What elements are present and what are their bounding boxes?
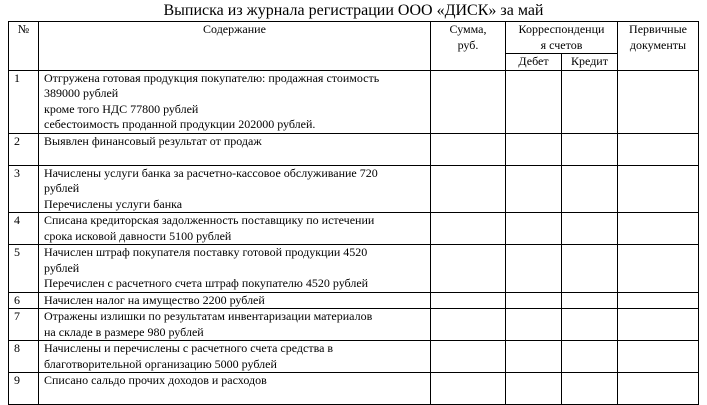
credit-cell <box>562 341 618 373</box>
header-correspondence <box>506 22 618 54</box>
debit-cell <box>506 245 562 293</box>
table-row <box>9 341 699 373</box>
content-line: Начислены и перечислены с расчетного счета средства в <box>44 341 334 355</box>
amount-cell <box>431 70 506 133</box>
debit-cell <box>506 213 562 245</box>
content-line: Начислен штраф покупателя поставку готовой продукции 4520 <box>44 245 368 259</box>
debit-cell <box>506 165 562 213</box>
credit-cell <box>562 133 618 165</box>
primary-docs-cell <box>618 70 699 133</box>
debit-cell <box>506 133 562 165</box>
amount-cell <box>431 213 506 245</box>
row-content <box>39 309 431 341</box>
primary-docs-cell <box>618 213 699 245</box>
content-line <box>44 149 428 165</box>
credit-cell <box>562 292 618 309</box>
row-content <box>39 70 431 133</box>
debit-cell <box>506 292 562 309</box>
content-line: 389000 рублей <box>44 86 119 100</box>
primary-docs-cell <box>618 133 699 165</box>
row-number: 6 <box>9 292 39 309</box>
table-row <box>9 165 699 213</box>
page-title: Выписка из журнала регистрации ООО «ДИСК» за май <box>163 2 544 19</box>
row-number: 1 <box>9 70 39 133</box>
content-line <box>44 389 428 405</box>
row-number: 4 <box>9 213 39 245</box>
header-amount-line2: руб. <box>457 37 479 52</box>
row-number: 3 <box>9 165 39 213</box>
row-number: 7 <box>9 309 39 341</box>
table-row <box>9 309 699 341</box>
row-content <box>39 341 431 373</box>
content-line: Отражены излишки по результатам инвентаризации материалов <box>44 309 373 323</box>
primary-docs-cell <box>618 292 699 309</box>
header-primary-docs <box>618 22 699 71</box>
header-primary-line1: Первичные <box>629 22 687 36</box>
amount-cell <box>431 245 506 293</box>
content-line: Выявлен финансовый результат от продаж <box>44 133 262 148</box>
table-row <box>9 245 699 293</box>
primary-docs-cell <box>618 309 699 341</box>
primary-docs-cell <box>618 341 699 373</box>
content-line: срока исковой давности 5100 рублей <box>44 228 232 243</box>
header-row <box>9 22 699 54</box>
primary-docs-cell <box>618 245 699 293</box>
content-line: Перечислены услуги банка <box>44 196 183 211</box>
table-row <box>9 70 699 133</box>
amount-cell <box>431 341 506 373</box>
row-number: 8 <box>9 341 39 373</box>
row-content <box>39 292 431 309</box>
content-line: Перечислен с расчетного счета штраф покупателю 4520 рублей <box>44 276 369 290</box>
header-num: № <box>9 22 39 71</box>
credit-cell <box>562 213 618 245</box>
amount-cell <box>431 133 506 165</box>
amount-cell <box>431 309 506 341</box>
content-line: себестоимость проданной продукции 202000 рублей. <box>44 117 316 131</box>
credit-cell <box>562 165 618 213</box>
table-row <box>9 133 699 165</box>
content-line: Списана кредиторская задолженность поставщику по истечении <box>44 213 375 227</box>
amount-cell <box>431 292 506 309</box>
credit-cell <box>562 70 618 133</box>
credit-cell <box>562 309 618 341</box>
table-row <box>9 213 699 245</box>
debit-cell <box>506 309 562 341</box>
amount-cell <box>431 165 506 213</box>
row-number: 2 <box>9 133 39 165</box>
header-corr-line2: я счетов <box>540 37 583 52</box>
header-credit: Кредит <box>562 54 618 71</box>
row-content <box>39 165 431 213</box>
journal-table <box>8 21 699 405</box>
content-line: Начислен налог на имущество 2200 рублей <box>44 292 265 307</box>
content-line: кроме того НДС 77800 рублей <box>44 101 199 116</box>
row-content <box>39 213 431 245</box>
content-line: рублей <box>44 181 80 195</box>
content-line: Списано сальдо прочих доходов и расходов <box>44 373 267 387</box>
header-content: Содержание <box>39 22 431 71</box>
header-debit: Дебет <box>506 54 562 71</box>
debit-cell <box>506 341 562 373</box>
credit-cell <box>562 245 618 293</box>
content-line: Начислены услуги банка за расчетно-кассовое обслуживание 720 <box>44 165 378 180</box>
row-number: 5 <box>9 245 39 293</box>
header-corr-line1: Корреспонденци <box>518 22 605 36</box>
content-line: Отгружена готовая продукция покупателю: продажная стоимость <box>44 70 380 85</box>
content-line: на складе в размере 980 рублей <box>44 324 204 339</box>
header-amount-line1: Сумма, <box>449 22 487 36</box>
header-primary-line2: документы <box>629 37 687 52</box>
primary-docs-cell <box>618 165 699 213</box>
debit-cell <box>506 70 562 133</box>
content-line: рублей <box>44 260 80 275</box>
journal-body <box>9 70 699 405</box>
row-content <box>39 245 431 293</box>
content-line: благотворительной организацию 5000 рублей <box>44 356 277 371</box>
table-row <box>9 292 699 309</box>
row-content <box>39 133 431 165</box>
header-amount <box>431 22 506 71</box>
row-number: 9 <box>9 373 39 405</box>
